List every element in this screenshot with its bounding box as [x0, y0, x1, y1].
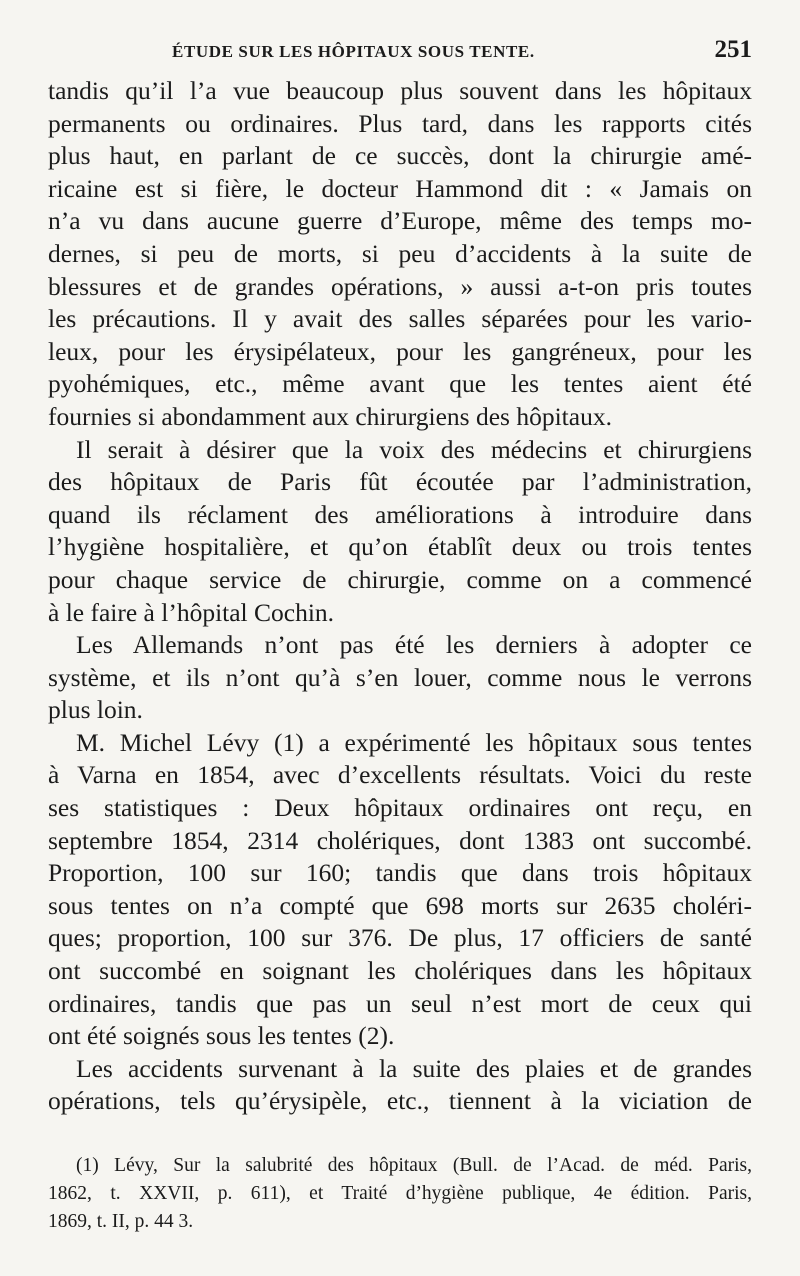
paragraph-4: [48, 727, 752, 1053]
text-line: les précautions. Il y avait des salles séparées pour les vario-: [48, 304, 752, 334]
text-line: ont été soignés sous les tentes (2).: [48, 1021, 395, 1051]
text-line: à le faire à l’hôpital Cochin.: [48, 597, 335, 627]
text-line: M. Michel Lévy (1) a expérimenté les hôpitaux sous tentes: [76, 727, 752, 757]
text-line: ordinaires, tandis que pas un seul n’est mort de ceux qui: [48, 988, 752, 1018]
text-line: Les Allemands n’ont pas été les derniers à adopter ce: [76, 630, 752, 660]
text-line: des hôpitaux de Paris fût écoutée par l’administration,: [48, 467, 752, 497]
paragraph-5: [48, 1053, 752, 1118]
text-line: plus loin.: [48, 695, 143, 725]
running-title: ÉTUDE SUR LES HÔPITAUX SOUS TENTE.: [172, 42, 535, 61]
text-line: système, et ils n’ont qu’à s’en louer, comme nous le verrons: [48, 662, 752, 692]
text-line: ses statistiques : Deux hôpitaux ordinaires ont reçu, en: [48, 793, 752, 823]
text-line: Les accidents survenant à la suite des plaies et de grandes: [76, 1053, 752, 1083]
main-text: [48, 75, 752, 1118]
footnote-line: 1869, t. II, p. 44 3.: [48, 1211, 194, 1232]
text-line: blessures et de grandes opérations, » aussi a-t-on pris toutes: [48, 271, 752, 301]
paragraph-1: [48, 75, 752, 434]
text-line: à Varna en 1854, avec d’excellents résultats. Voici du reste: [48, 760, 752, 790]
text-line: leux, pour les érysipélateux, pour les gangréneux, pour les: [48, 336, 752, 366]
text-line: dernes, si peu de morts, si peu d’accidents à la suite de: [48, 238, 752, 268]
text-line: Il serait à désirer que la voix des médecins et chirurgiens: [76, 434, 752, 464]
text-line: pour chaque service de chirurgie, comme on a commencé: [48, 564, 752, 594]
footnotes: [48, 1152, 752, 1236]
text-line: ricaine est si fière, le docteur Hammond dit : « Jamais on: [48, 173, 752, 203]
text-line: permanents ou ordinaires. Plus tard, dans les rapports cités: [48, 108, 752, 138]
text-line: ont succombé en soignant les cholériques dans les hôpitaux: [48, 956, 752, 986]
text-line: Proportion, 100 sur 160; tandis que dans trois hôpitaux: [48, 858, 752, 888]
footnote-line: (1) Lévy, Sur la salubrité des hôpitaux (Bull. de l’Acad. de méd. Paris,: [76, 1155, 752, 1176]
text-line: quand ils réclament des améliorations à introduire dans: [48, 499, 752, 529]
footnote-line: 1862, t. XXVII, p. 611), et Traité d’hygiène publique, 4e édition. Paris,: [48, 1183, 752, 1204]
text-line: plus haut, en parlant de ce succès, dont la chirurgie amé-: [48, 141, 752, 171]
text-line: tandis qu’il l’a vue beaucoup plus souvent dans les hôpitaux: [48, 76, 752, 105]
text-line: septembre 1854, 2314 cholériques, dont 1383 ont succombé.: [48, 825, 752, 855]
text-line: n’a vu dans aucune guerre d’Europe, même des temps mo-: [48, 206, 752, 236]
text-line: sous tentes on n’a compté que 698 morts sur 2635 choléri-: [48, 890, 752, 920]
text-line: ques; proportion, 100 sur 376. De plus, 17 officiers de santé: [48, 923, 752, 953]
page-number: 251: [714, 36, 752, 63]
running-header: [48, 34, 752, 74]
text-line: fournies si abondamment aux chirurgiens des hôpitaux.: [48, 401, 612, 431]
text-line: l’hygiène hospitalière, et qu’on établît deux ou trois tentes: [48, 532, 752, 562]
paragraph-2: [48, 434, 752, 630]
paragraph-3: [48, 629, 752, 727]
text-line: opérations, tels qu’érysipèle, etc., tiennent à la viciation de: [48, 1086, 752, 1116]
text-line: pyohémiques, etc., même avant que les tentes aient été: [48, 369, 752, 399]
